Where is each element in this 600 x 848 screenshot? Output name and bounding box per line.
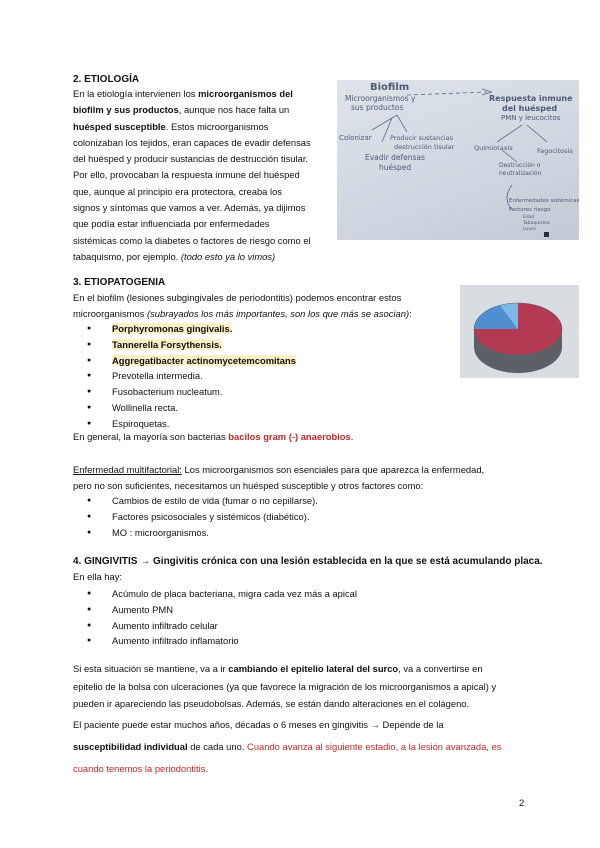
gingivitis-paragraph: Si esta situación se mantiene, va a ir cambiando el epitelio lateral del surco, va a convertirse en epitelio de la bolsa con ulceraciones (ya que favorece la migración de los microorganismos a apical) y pueden ir apareciendo las pseudobolsas. Además, se están dando alteraciones en el colágeno.	[73, 663, 497, 709]
pie-chart-3d	[460, 285, 579, 378]
list-item: ● MO : microorganismos.	[80, 525, 318, 541]
wb-destruccion-1: Destrucción o	[499, 162, 541, 169]
list-item: ● Aggregatibacter actinomycetemcomitans	[80, 353, 296, 369]
wb-enfermedades: Enfermedades sistémicas	[509, 198, 579, 204]
list-item: ● Aumento infiltrado celular	[80, 618, 357, 634]
wb-subtitle-1: Microorganismos y	[345, 94, 416, 103]
wb-colonizar: Colonizar	[339, 134, 372, 142]
section-heading-gingivitis: 4. GINGIVITIS → Gingivitis crónica con una lesión establecida en la que se está acumulando placa.	[73, 556, 543, 567]
microorganism-list	[80, 321, 296, 432]
section-heading-etiologia: 2. ETIOLOGÍA	[73, 74, 140, 85]
wb-destruccion-2: neutralización	[499, 170, 542, 177]
wb-factor-3: Leves	[523, 227, 536, 232]
whiteboard-photo	[337, 80, 579, 240]
susceptibility-paragraph: El paciente puede estar muchos años, décadas o 6 meses en gingivitis → Depende de la susceptibilidad individual de cada uno. Cuando avanza al siguiente estadio, a la lesión avanzada, es cuando tenemos la periodontitis.	[73, 719, 502, 774]
list-item: ● Fusobacterium nucleatum.	[80, 384, 296, 400]
list-item: ● Wollinella recta.	[80, 400, 296, 416]
page-number: 2	[519, 798, 525, 809]
wb-quimiotaxis: Quimiotaxis	[474, 144, 513, 152]
list-item: ● Tannerella Forsythensis.	[80, 337, 296, 353]
multifactorial-paragraph: Enfermedad multifactorial: Los microorganismos son esenciales para que aparezca la enfermedad, pero no son suficientes, necesitamos un huésped susceptible y otros factores como:	[73, 464, 485, 492]
list-item: ● Espiroquetas.	[80, 416, 296, 432]
wb-respuesta-2: del huésped	[502, 104, 558, 113]
wb-respuesta-1: Respuesta inmune	[489, 94, 573, 103]
etiologia-paragraph: En la etiología intervienen los microorganismos del biofilm y sus productos, aunque nos hace falta un huésped susceptible. Estos microorganismos colonizaban los tejidos, eran capaces de evadir defensas del huésped y producir sustancias de destrucción tisular. Por ello, provocaban la respuesta inmune del huésped que, aunque al principio era protectora, creaba los signos y síntomas que vamos a ver. Además, ya dijimos que podía estar influenciada por enfermedades sistémicas como la diabetes o factores de riesgo como el tabaquismo, por ejemplo. (todo esto ya lo vimos)	[73, 88, 311, 262]
pie-chart-photo	[460, 285, 579, 378]
wb-respuesta-3: PMN y leucocitos	[501, 114, 561, 122]
wb-biofilm: Biofilm	[370, 82, 410, 93]
etiopatogenia-intro: En el biofilm (lesiones subgingivales de periodontitis) podemos encontrar estos microorganismos (subrayados los más importantes, son los que más se asocian):	[73, 292, 412, 320]
wb-evadir-1: Evadir defensas	[365, 153, 425, 162]
wb-factores: Factores riesgo	[509, 207, 551, 213]
wb-fagocitosis: Fagocitosis	[537, 147, 573, 155]
section-heading-etiopatogenia: 3. ETIOPATOGENIA	[73, 277, 166, 288]
factors-list	[80, 493, 318, 540]
list-item: ● Prevotella intermedia.	[80, 368, 296, 384]
list-item: ● Aumento PMN	[80, 602, 357, 618]
wb-evadir-2: huésped	[379, 163, 412, 172]
gingivitis-intro: En ella hay:	[73, 571, 122, 582]
wb-factor-1: Edad	[523, 215, 535, 220]
wb-factor-2: Tabaquismo	[523, 221, 550, 226]
wb-producir-1: Producir sustancias	[390, 134, 453, 142]
wb-subtitle-2: sus productos	[351, 103, 404, 112]
list-item: ● Aumento infiltrado inflamatorio	[80, 633, 357, 649]
list-item: ● Cambios de estilo de vida (fumar o no cepillarse).	[80, 493, 318, 509]
list-item: ● Factores psicosociales y sistémicos (diabético).	[80, 509, 318, 525]
list-item: ● Acúmulo de placa bacteriana, migra cada vez más a apical	[80, 586, 357, 602]
bacteria-summary: En general, la mayoría son bacterias bacilos gram (-) anaerobios.	[73, 431, 354, 442]
gingivitis-list	[80, 586, 357, 649]
list-item: ● Porphyromonas gingivalis.	[80, 321, 296, 337]
wb-producir-2: destrucción tisular	[394, 143, 455, 151]
